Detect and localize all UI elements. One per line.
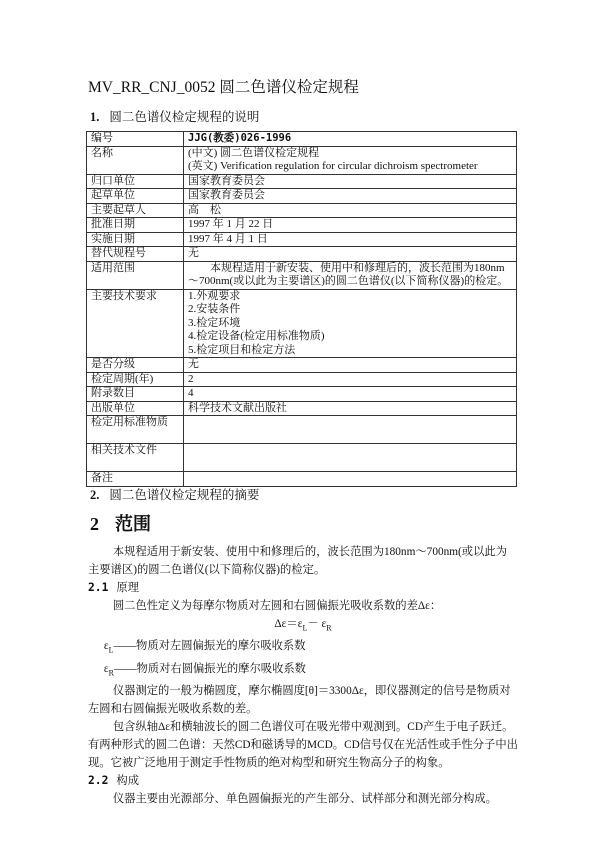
subsection-2-2: 2.2 构成 xyxy=(88,773,140,787)
scope-heading: 2 范围 xyxy=(90,514,151,534)
document-title: MV_RR_CNJ_0052 圆二色谱仪检定规程 xyxy=(88,79,359,96)
document-body: 本规程适用于新安装、使用中和修理后的，波长范围为180nm～700nm(或以此为主要谱区)的圆二色谱仪(以下简称仪器)的检定。 2.1 原理 圆二色性定义为每摩尔物质对左圆和右圆偏振光吸收系数的差Δε： $\Delta\varepsilon=\varepsilon_L- \varepsilon_R$ $\varepsilon_L——$物质对左圆偏振光的摩尔吸收系数 $\varepsilon_R——$物质对右圆偏振光的摩尔吸收系数 仪器测定的一般为椭圆度，摩尔椭圆度[θ]＝3300Δε，即仪器测定的信号是物质对左圆和右圆偏振光吸收系数的差。 包含纵轴Δε和横轴波长的圆二色谱仪可在吸光带中观测到。CD产生于电子跃迁。有两种形式的圆二色谱：天然CD和磁诱导的MCD。CD信号仅在光活性或手性分子中出现。它被广泛地用于测定手性物质的绝对构型和研究生物高分子的构象。 2.2 构成 仪器主要由光源部分、单色圆偏振光的产生部分、试样部分和测光部分构成。 xyxy=(88,546,518,805)
table-row: 替代规程号 无 xyxy=(87,247,517,262)
table-row: 归口单位 国家教育委员会 xyxy=(87,174,517,189)
table-row: 编号 JJG(教委)026-1996 xyxy=(87,132,517,147)
requirement-item: 5.检定项目和检定方法 xyxy=(188,343,296,356)
table-row: 主要技术要求 1.外观要求 2.安装条件 3.检定环境 4.检定设备(检定用标准物质) 5.检定项目和检定方法 xyxy=(87,289,517,358)
table-row: 实施日期 1997 年 4 月 1 日 xyxy=(87,232,517,247)
table-row: 检定周期(年) 2 xyxy=(87,372,517,387)
table-row: 是否分级 无 xyxy=(87,358,517,373)
section-1-heading: 1. 圆二色谱仪检定规程的说明 xyxy=(90,110,260,124)
table-row: 主要起草人 高 松 xyxy=(87,203,517,218)
table-row: 相关技术文件 xyxy=(87,444,517,472)
requirement-item: 3.检定环境 xyxy=(188,316,241,329)
table-row: 适用范围 本规程适用于新安装、使用中和修理后的，波长范围为180nm～700nm(或以此为主要谱区)的圆二色谱仪(以下简称仪器)的检定。 xyxy=(87,261,517,289)
requirement-item: 2.安装条件 xyxy=(188,303,241,315)
requirement-item: 4.检定设备(检定用标准物质) xyxy=(188,330,325,342)
table-row: 名称 (中文) 圆二色谱仪检定规程 (英文) Verification regulation for circular dichroism spectrometer xyxy=(87,146,517,174)
equation: $\Delta\varepsilon=\varepsilon_L- \varepsilon_R$ xyxy=(274,618,332,633)
spec-table xyxy=(86,131,517,487)
table-row: 备注 xyxy=(87,472,517,487)
table-row: 批准日期 1997 年 1 月 22 日 xyxy=(87,218,517,233)
section-2-heading: 2. 圆二色谱仪检定规程的摘要 xyxy=(90,488,260,502)
subsection-2-1: 2.1 原理 xyxy=(88,581,140,594)
table-row: 检定用标准物质 xyxy=(87,416,517,444)
table-row: 起草单位 国家教育委员会 xyxy=(87,189,517,204)
requirement-item: 1.外观要求 xyxy=(188,289,241,302)
table-row: 附录数目 4 xyxy=(87,387,517,402)
table-row: 出版单位 科学技术文献出版社 xyxy=(87,401,517,416)
